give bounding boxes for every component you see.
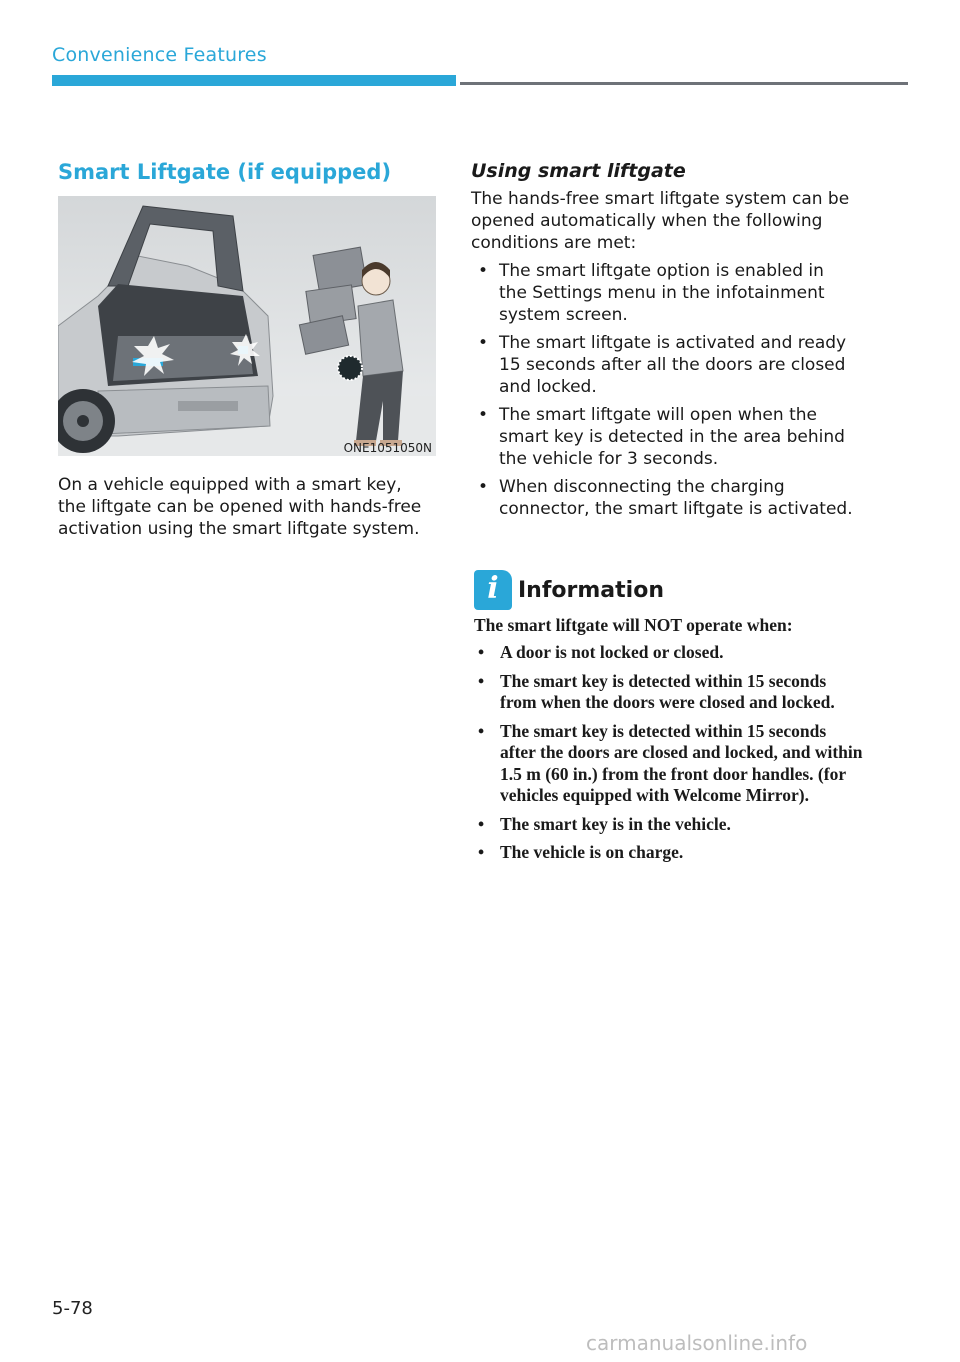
information-box xyxy=(474,614,864,871)
header-accent-bar xyxy=(52,75,456,86)
bullet-icon: • xyxy=(478,842,485,862)
list-item-text: A door is not locked or closed. xyxy=(500,642,724,662)
header-divider-line xyxy=(460,82,908,85)
list-item xyxy=(471,260,855,326)
list-item xyxy=(474,721,864,807)
list-item-text: When disconnecting the charging connector, the smart liftgate is activated. xyxy=(499,477,853,519)
bullet-icon: • xyxy=(478,333,489,353)
information-lead: The smart liftgate will NOT operate when: xyxy=(474,615,793,635)
list-item-text: The smart liftgate will open when the smart key is detected in the area behind the vehicle for 3 seconds. xyxy=(499,405,845,469)
intro-paragraph: On a vehicle equipped with a smart key, the liftgate can be opened with hands-free activation using the smart liftgate system. xyxy=(58,475,422,539)
bullet-icon: • xyxy=(478,813,485,834)
list-item xyxy=(471,404,855,470)
list-item-text: The vehicle is on charge. xyxy=(500,842,684,862)
page-number: 5-78 xyxy=(52,1298,93,1319)
using-title: Using smart liftgate xyxy=(471,160,686,182)
list-item xyxy=(474,814,864,836)
list-item-text: The smart liftgate option is enabled in the Settings menu in the infotainment system screen. xyxy=(499,261,825,325)
list-item-text: The smart key is detected within 15 seconds after the doors are closed and locked, and within 1.5 m (60 in.) from the front door handles. (for vehicles equipped with Welcome Mirror). xyxy=(500,720,863,805)
bullet-icon: • xyxy=(478,720,485,741)
using-lead: The hands-free smart liftgate system can be opened automatically when the following conditions are met: xyxy=(471,189,850,253)
section-title: Smart Liftgate (if equipped) xyxy=(58,160,392,184)
bullet-icon: • xyxy=(478,405,489,425)
bullet-icon: • xyxy=(478,261,489,281)
list-item xyxy=(471,332,855,398)
list-item-text: The smart key is detected within 15 seconds from when the doors were closed and locked. xyxy=(500,670,835,712)
list-item xyxy=(474,671,864,714)
information-label: Information xyxy=(518,578,664,603)
bullet-icon: • xyxy=(478,642,485,662)
watermark: carmanualsonline.info xyxy=(586,1331,808,1355)
information-list xyxy=(474,642,864,864)
list-item xyxy=(471,476,855,520)
using-section xyxy=(471,160,855,526)
list-item xyxy=(474,642,864,664)
bullet-icon: • xyxy=(478,477,489,497)
bullet-icon: • xyxy=(478,670,485,691)
header-section-name: Convenience Features xyxy=(52,44,267,66)
info-icon: i xyxy=(474,570,512,610)
figure-code: ONE1051050N xyxy=(343,441,432,455)
list-item xyxy=(474,842,864,864)
liftgate-illustration xyxy=(58,196,436,456)
list-item-text: The smart key is in the vehicle. xyxy=(500,813,731,834)
list-item-text: The smart liftgate is activated and ready 15 seconds after all the doors are closed and locked. xyxy=(499,333,847,397)
using-conditions-list xyxy=(471,260,855,520)
